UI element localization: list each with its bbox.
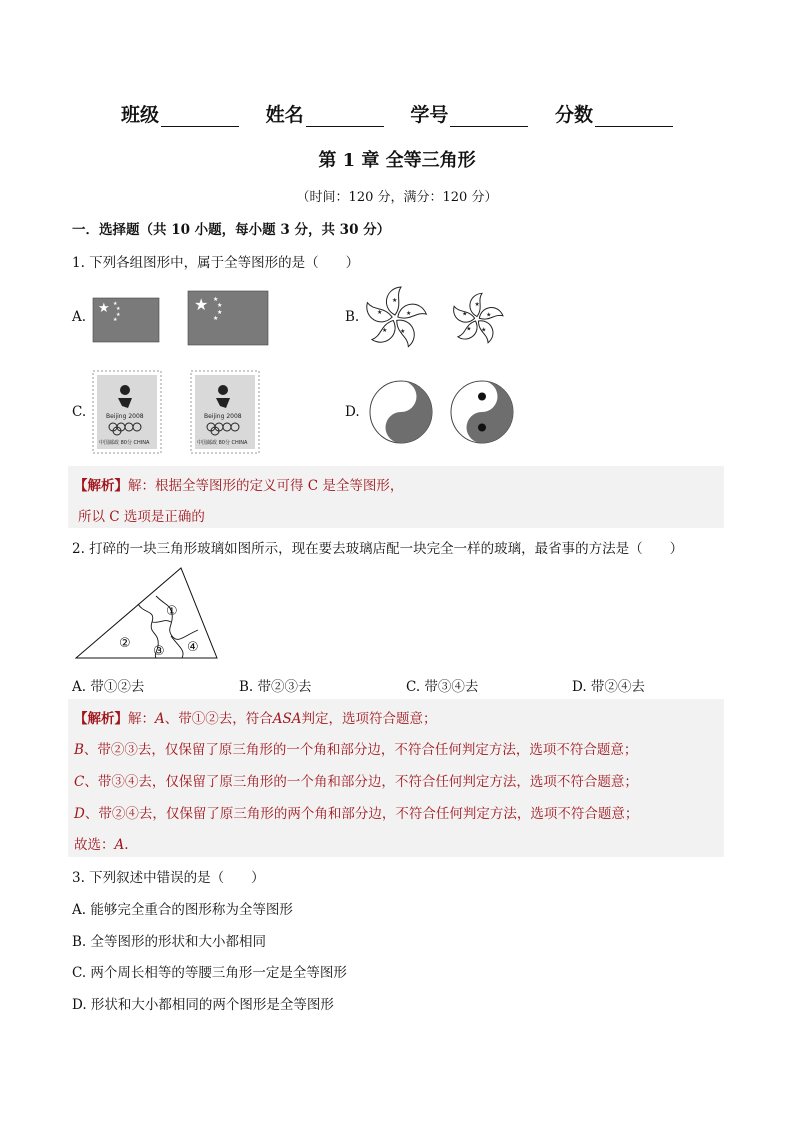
svg-text:★: ★ [213, 296, 219, 303]
taiji-left-image [367, 378, 435, 446]
svg-text:★: ★ [486, 312, 492, 319]
svg-text:★: ★ [113, 301, 118, 307]
flag-small-image [92, 294, 162, 344]
svg-text:★: ★ [194, 295, 209, 314]
svg-text:★: ★ [377, 309, 383, 316]
q1-option-c-label[interactable]: C. [72, 404, 87, 420]
q2-option-d[interactable]: D. 带②④去 [572, 679, 645, 695]
svg-text:★: ★ [382, 327, 388, 334]
q2-analysis-line-a: 【解析】解：A、带①②去，符合ASA判定，选项符合题意； [74, 711, 437, 727]
svg-text:★: ★ [113, 317, 118, 323]
taiji-right-image [448, 378, 516, 446]
name-field: 姓名 [266, 100, 384, 127]
class-blank[interactable] [161, 108, 239, 127]
stamp-left-text-beijing: Beijing 2008 [106, 413, 144, 420]
q1-option-a-label[interactable]: A. [72, 309, 87, 325]
broken-glass-figure [74, 566, 224, 666]
svg-text:★: ★ [406, 310, 412, 317]
stamp-right-image [190, 370, 260, 454]
stamp-left-text-post: 中国邮政 80分 CHINA [99, 440, 150, 446]
q1-option-d-label[interactable]: D. [345, 404, 360, 420]
flag-large-image [187, 288, 271, 346]
svg-text:★: ★ [213, 315, 219, 322]
piece-3-label: ③ [153, 644, 165, 659]
svg-text:★: ★ [474, 301, 480, 308]
section-heading: 一．选择题（共 10 小题，每小题 3 分，共 30 分） [72, 222, 391, 238]
q2-option-b[interactable]: B. 带②③去 [239, 679, 312, 695]
q3-option-c[interactable]: C. 两个周长相等的等腰三角形一定是全等图形 [72, 965, 347, 981]
svg-text:★: ★ [400, 328, 406, 335]
page-title: 第 1 章 全等三角形 [318, 150, 476, 171]
name-blank[interactable] [306, 108, 384, 127]
header-fields [0, 100, 794, 127]
svg-text:★: ★ [116, 312, 121, 318]
q1-stem: 1. 下列各组图形中，属于全等图形的是（ ） [72, 255, 360, 271]
q1-option-b-label[interactable]: B. [345, 309, 360, 325]
score-field: 分数 [555, 100, 673, 127]
svg-text:★: ★ [217, 302, 223, 309]
piece-4-label: ④ [187, 640, 199, 655]
svg-text:★: ★ [217, 309, 223, 316]
bauhinia-large-image [360, 283, 430, 353]
q3-option-d[interactable]: D. 形状和大小都相同的两个图形是全等图形 [72, 997, 334, 1013]
class-field: 班级 [121, 100, 239, 127]
q2-answer: 故选：A. [74, 837, 129, 853]
piece-1-label: ① [166, 604, 178, 619]
stamp-right-text-beijing: Beijing 2008 [204, 413, 242, 420]
q3-option-a[interactable]: A. 能够完全重合的图形称为全等图形 [72, 902, 293, 918]
q1-analysis-box [68, 466, 724, 528]
svg-text:★: ★ [98, 301, 110, 316]
q2-analysis-box [68, 699, 724, 857]
page-subtitle: （时间：120 分，满分：120 分） [296, 190, 498, 205]
bauhinia-small-image [448, 290, 506, 348]
score-blank[interactable] [595, 108, 673, 127]
q1-analysis-line1: 【解析】解：根据全等图形的定义可得 C 是全等图形， [74, 478, 404, 494]
svg-text:★: ★ [392, 297, 398, 304]
q2-option-c[interactable]: C. 带③④去 [406, 679, 479, 695]
q1-analysis-line2: 所以 C 选项是正确的 [78, 509, 205, 525]
q2-stem: 2. 打碎的一块三角形玻璃如图所示，现在要去玻璃店配一块完全一样的玻璃，最省事的方法是（ ） [72, 541, 684, 557]
q2-analysis-line-c: C、带③④去，仅保留了原三角形的一个角和部分边，不符合任何判定方法，选项不符合题意； [74, 774, 638, 790]
svg-text:★: ★ [462, 311, 468, 318]
q3-option-b[interactable]: B. 全等图形的形状和大小都相同 [72, 934, 267, 950]
q2-option-a[interactable]: A. 带①②去 [72, 679, 145, 695]
id-field: 学号 [410, 100, 528, 127]
svg-text:★: ★ [481, 327, 487, 334]
q2-analysis-line-b: B、带②③去，仅保留了原三角形的一个角和部分边，不符合任何判定方法，选项不符合题意； [74, 742, 638, 758]
svg-text:★: ★ [116, 306, 121, 312]
stamp-right-text-post: 中国邮政 80分 CHINA [197, 440, 248, 446]
q3-stem: 3. 下列叙述中错误的是（ ） [72, 870, 265, 886]
q2-analysis-line-d: D、带②④去，仅保留了原三角形的两个角和部分边，不符合任何判定方法，选项不符合题意； [74, 806, 639, 822]
piece-2-label: ② [119, 636, 131, 651]
id-blank[interactable] [450, 108, 528, 127]
svg-text:★: ★ [466, 326, 472, 333]
stamp-left-image [92, 370, 162, 454]
